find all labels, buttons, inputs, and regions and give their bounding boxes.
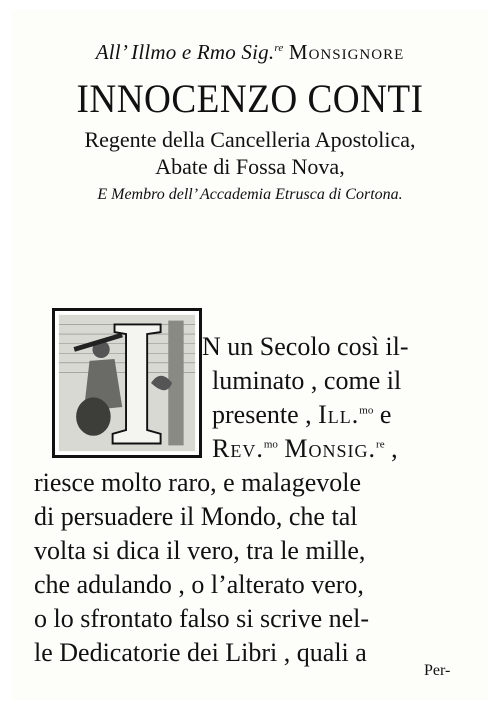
- body-line: volta si dica il vero, tra le mille,: [34, 536, 366, 565]
- dedication-superscript: re: [274, 42, 284, 54]
- title-abbreviation: Rev.: [212, 434, 264, 463]
- body-line: [212, 400, 391, 430]
- body-line: luminato , come il: [212, 366, 402, 395]
- abbey-line: Abate di Fossa Nova,: [155, 154, 345, 179]
- body-line: [212, 434, 398, 464]
- title-abbreviation: Ill.: [318, 400, 360, 429]
- dedication-prefix: All’ Illmo e Rmo Sig.: [95, 40, 275, 64]
- catchword: Per-: [424, 662, 451, 679]
- decorated-initial-engraving: [55, 311, 199, 455]
- body-line: di persuadere il Mondo, che tal: [34, 502, 358, 531]
- abbreviation-superscript: mo: [263, 438, 278, 451]
- body-line: riesce molto raro, e malagevole: [34, 468, 362, 497]
- abbreviation-superscript: re: [376, 438, 385, 451]
- decorated-initial: [52, 308, 202, 458]
- dedicatee-name: INNOCENZO CONTI: [76, 76, 424, 121]
- academy-line: E Membro dell’ Accademia Etrusca di Cortona.: [97, 186, 403, 203]
- body-line-segment: ,: [384, 434, 398, 463]
- body-line: o lo sfrontato falso si scrive nel-: [34, 604, 370, 633]
- body-line-segment: e: [373, 400, 392, 429]
- dedication-line: [12, 40, 488, 65]
- title-abbreviation: Monsig.: [284, 434, 377, 463]
- abbreviation-superscript: mo: [359, 404, 374, 417]
- body-line: N un Secolo così il-: [202, 332, 409, 361]
- honorific: Monsignore: [288, 40, 405, 64]
- book-page: [12, 10, 488, 700]
- barrel-icon: [76, 397, 111, 435]
- initial-letter-text: I: [136, 393, 137, 395]
- body-line: che adulando , o l’alterato vero,: [34, 570, 364, 599]
- body-line: le Dedicatorie dei Libri , quali a: [34, 638, 367, 667]
- role-line: Regente della Cancelleria Apostolica,: [84, 127, 416, 152]
- body-line-segment: presente ,: [212, 400, 319, 429]
